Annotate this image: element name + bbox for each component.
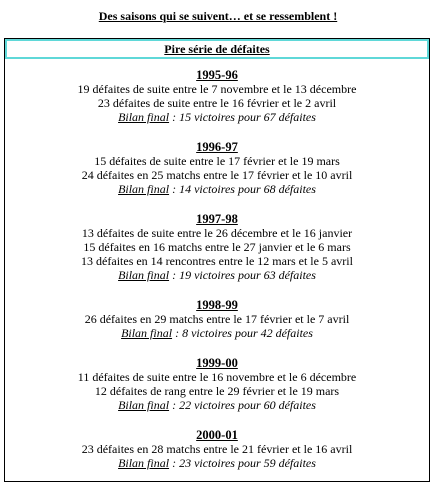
bilan-value: 15 victoires pour 67 défaites xyxy=(179,110,316,124)
bilan-separator: : xyxy=(172,326,183,340)
table-header-cell xyxy=(5,39,429,59)
season-block xyxy=(5,212,429,282)
bilan-separator: : xyxy=(169,182,180,196)
bilan-separator: : xyxy=(169,110,180,124)
bilan-label: Bilan final xyxy=(118,110,170,124)
bilan-line xyxy=(5,182,429,196)
season-year: 1996-97 xyxy=(196,140,238,154)
bilan-line xyxy=(5,110,429,124)
season-year: 2000-01 xyxy=(196,428,238,442)
bilan-separator: : xyxy=(169,456,180,470)
season-block xyxy=(5,68,429,124)
season-block xyxy=(5,356,429,412)
bilan-value: 19 victoires pour 63 défaites xyxy=(179,268,316,282)
streak-line: 24 défaites en 25 matchs entre le 17 février et le 10 avril xyxy=(81,168,353,182)
season-year: 1995-96 xyxy=(196,68,238,82)
streak-line: 13 défaites en 14 rencontres entre le 12 mars et le 5 avril xyxy=(81,254,353,268)
bilan-separator: : xyxy=(169,268,180,282)
streak-line: 19 défaites de suite entre le 7 novembre et le 13 décembre xyxy=(77,82,357,96)
bilan-label: Bilan final xyxy=(118,456,170,470)
seasons-list xyxy=(5,68,429,486)
streak-line: 23 défaites en 28 matchs entre le 21 février et le 16 avril xyxy=(81,442,353,456)
bilan-line xyxy=(5,326,429,340)
bilan-label: Bilan final xyxy=(118,398,170,412)
bilan-line xyxy=(5,268,429,282)
season-year: 1998-99 xyxy=(196,298,238,312)
losing-streaks-table xyxy=(4,38,430,482)
streak-line: 11 défaites de suite entre le 16 novembre et le 6 décembre xyxy=(77,370,357,384)
bilan-line xyxy=(5,398,429,412)
bilan-value: 8 victoires pour 42 défaites xyxy=(182,326,313,340)
table-header-label: Pire série de défaites xyxy=(164,42,270,56)
bilan-value: 14 victoires pour 68 défaites xyxy=(179,182,316,196)
bilan-separator: : xyxy=(169,398,180,412)
bilan-label: Bilan final xyxy=(121,326,173,340)
season-year: 1997-98 xyxy=(196,212,238,226)
streak-line: 13 défaites de suite entre le 26 décembre et le 16 janvier xyxy=(81,226,353,240)
season-block xyxy=(5,140,429,196)
page-title: Des saisons qui se suivent… et se ressemblent ! xyxy=(98,9,338,23)
bilan-label: Bilan final xyxy=(118,268,170,282)
streak-line: 26 défaites en 29 matchs entre le 17 février et le 7 avril xyxy=(84,312,350,326)
bilan-value: 22 victoires pour 60 défaites xyxy=(179,398,316,412)
season-block xyxy=(5,298,429,340)
bilan-line xyxy=(5,456,429,470)
streak-line: 12 défaites de rang entre le 29 février et le 19 mars xyxy=(94,384,340,398)
streak-line: 23 défaites de suite entre le 16 février et le 2 avril xyxy=(97,96,337,110)
season-block xyxy=(5,428,429,470)
streak-line: 15 défaites de suite entre le 17 février et le 19 mars xyxy=(94,154,340,168)
bilan-label: Bilan final xyxy=(118,182,170,196)
bilan-value: 23 victoires pour 59 défaites xyxy=(179,456,316,470)
streak-line: 15 défaites en 16 matchs entre le 27 janvier et le 6 mars xyxy=(83,240,351,254)
season-year: 1999-00 xyxy=(196,356,238,370)
